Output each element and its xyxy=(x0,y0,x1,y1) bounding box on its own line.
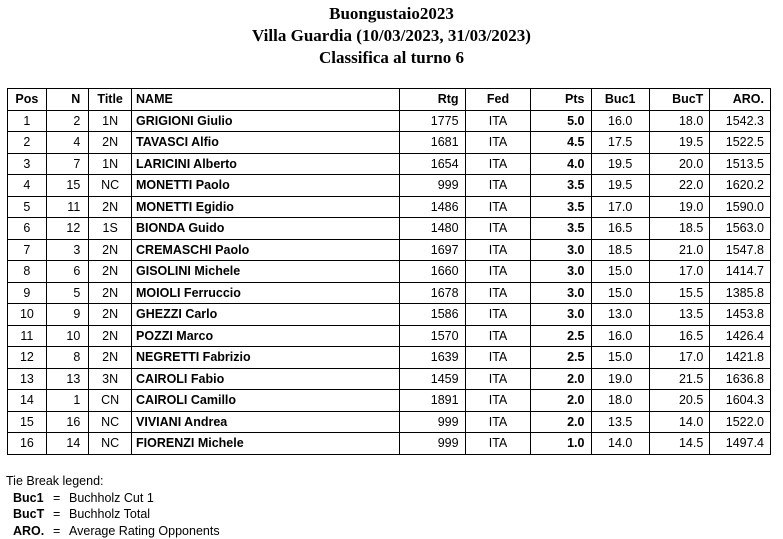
col-name-cell: CAIROLI Camillo xyxy=(132,390,400,412)
col-fed-cell: ITA xyxy=(465,325,531,347)
col-pos-cell: 2 xyxy=(8,132,47,154)
col-rtg-cell: 999 xyxy=(400,175,465,197)
legend-equals: = xyxy=(53,506,69,523)
col-pts-cell: 3.5 xyxy=(531,218,591,240)
col-title-cell: 1N xyxy=(89,110,132,132)
col-rtg-cell: 1486 xyxy=(400,196,465,218)
col-name-cell: BIONDA Guido xyxy=(132,218,400,240)
col-buc1-cell: 17.5 xyxy=(591,132,649,154)
col-aro-cell: 1453.8 xyxy=(710,304,771,326)
col-aro-cell: 1620.2 xyxy=(710,175,771,197)
col-rtg-cell: 1586 xyxy=(400,304,465,326)
col-pts-header: Pts xyxy=(531,89,591,111)
location-dates: Villa Guardia (10/03/2023, 31/03/2023) xyxy=(0,25,783,47)
col-buct-cell: 15.5 xyxy=(649,282,709,304)
col-pts-cell: 3.0 xyxy=(531,239,591,261)
col-name-header: NAME xyxy=(132,89,400,111)
col-rtg-cell: 1570 xyxy=(400,325,465,347)
standings-table xyxy=(7,88,771,455)
table-row xyxy=(8,368,771,390)
col-aro-cell: 1547.8 xyxy=(710,239,771,261)
col-title-cell: NC xyxy=(89,433,132,455)
legend-description: Buchholz Total xyxy=(69,507,150,521)
col-buc1-cell: 13.5 xyxy=(591,411,649,433)
legend-equals: = xyxy=(53,523,69,539)
col-aro-cell: 1604.3 xyxy=(710,390,771,412)
col-buct-cell: 16.5 xyxy=(649,325,709,347)
legend-key: Buc1 xyxy=(13,490,53,507)
col-name-cell: GISOLINI Michele xyxy=(132,261,400,283)
col-fed-cell: ITA xyxy=(465,304,531,326)
col-buct-cell: 17.0 xyxy=(649,347,709,369)
table-row xyxy=(8,218,771,240)
col-pts-cell: 4.5 xyxy=(531,132,591,154)
col-name-cell: FIORENZI Michele xyxy=(132,433,400,455)
tie-break-legend xyxy=(6,473,220,539)
col-aro-cell: 1563.0 xyxy=(710,218,771,240)
col-aro-cell: 1426.4 xyxy=(710,325,771,347)
col-name-cell: MOIOLI Ferruccio xyxy=(132,282,400,304)
col-n-cell: 2 xyxy=(46,110,89,132)
col-rtg-cell: 1681 xyxy=(400,132,465,154)
col-pts-cell: 1.0 xyxy=(531,433,591,455)
col-n-cell: 10 xyxy=(46,325,89,347)
col-fed-cell: ITA xyxy=(465,433,531,455)
col-pos-cell: 7 xyxy=(8,239,47,261)
legend-item xyxy=(6,490,220,507)
col-n-header: N xyxy=(46,89,89,111)
col-fed-cell: ITA xyxy=(465,196,531,218)
col-title-cell: NC xyxy=(89,175,132,197)
col-fed-cell: ITA xyxy=(465,282,531,304)
table-row xyxy=(8,325,771,347)
col-name-cell: MONETTI Paolo xyxy=(132,175,400,197)
table-row xyxy=(8,433,771,455)
col-name-cell: NEGRETTI Fabrizio xyxy=(132,347,400,369)
col-aro-cell: 1513.5 xyxy=(710,153,771,175)
col-aro-cell: 1497.4 xyxy=(710,433,771,455)
table-row xyxy=(8,153,771,175)
col-pts-cell: 3.5 xyxy=(531,196,591,218)
col-pts-cell: 2.5 xyxy=(531,347,591,369)
table-body xyxy=(8,110,771,454)
table-row xyxy=(8,196,771,218)
col-pos-cell: 16 xyxy=(8,433,47,455)
col-pos-cell: 6 xyxy=(8,218,47,240)
col-title-cell: 2N xyxy=(89,304,132,326)
col-pts-cell: 3.0 xyxy=(531,261,591,283)
col-title-cell: 1S xyxy=(89,218,132,240)
col-rtg-cell: 1639 xyxy=(400,347,465,369)
legend-description: Buchholz Cut 1 xyxy=(69,491,154,505)
table-row xyxy=(8,175,771,197)
col-buc1-cell: 19.5 xyxy=(591,153,649,175)
col-fed-cell: ITA xyxy=(465,368,531,390)
col-buc1-cell: 19.5 xyxy=(591,175,649,197)
col-fed-cell: ITA xyxy=(465,411,531,433)
col-n-cell: 5 xyxy=(46,282,89,304)
col-buct-cell: 22.0 xyxy=(649,175,709,197)
col-title-cell: 2N xyxy=(89,347,132,369)
col-pos-cell: 1 xyxy=(8,110,47,132)
col-n-cell: 15 xyxy=(46,175,89,197)
col-buct-cell: 13.5 xyxy=(649,304,709,326)
col-n-cell: 1 xyxy=(46,390,89,412)
col-name-cell: MONETTI Egidio xyxy=(132,196,400,218)
col-buc1-cell: 16.5 xyxy=(591,218,649,240)
col-fed-cell: ITA xyxy=(465,390,531,412)
col-name-cell: TAVASCI Alfio xyxy=(132,132,400,154)
col-pts-cell: 2.0 xyxy=(531,411,591,433)
col-fed-cell: ITA xyxy=(465,153,531,175)
col-pts-cell: 3.5 xyxy=(531,175,591,197)
col-buct-cell: 18.5 xyxy=(649,218,709,240)
col-n-cell: 16 xyxy=(46,411,89,433)
col-buct-cell: 18.0 xyxy=(649,110,709,132)
standings-subtitle: Classifica al turno 6 xyxy=(0,47,783,69)
col-buct-header: BucT xyxy=(649,89,709,111)
col-fed-cell: ITA xyxy=(465,347,531,369)
col-aro-cell: 1590.0 xyxy=(710,196,771,218)
col-pts-cell: 3.0 xyxy=(531,282,591,304)
col-buct-cell: 21.0 xyxy=(649,239,709,261)
col-rtg-cell: 1775 xyxy=(400,110,465,132)
legend-title: Tie Break legend: xyxy=(6,473,220,490)
col-aro-cell: 1542.3 xyxy=(710,110,771,132)
col-aro-cell: 1522.5 xyxy=(710,132,771,154)
col-fed-cell: ITA xyxy=(465,261,531,283)
col-buct-cell: 20.0 xyxy=(649,153,709,175)
col-pos-cell: 5 xyxy=(8,196,47,218)
col-pts-cell: 2.0 xyxy=(531,390,591,412)
col-n-cell: 4 xyxy=(46,132,89,154)
col-n-cell: 3 xyxy=(46,239,89,261)
col-aro-header: ARO. xyxy=(710,89,771,111)
col-pts-cell: 4.0 xyxy=(531,153,591,175)
col-title-cell: 2N xyxy=(89,132,132,154)
col-pts-cell: 2.5 xyxy=(531,325,591,347)
tournament-title: Buongustaio2023 xyxy=(0,3,783,25)
legend-key: BucT xyxy=(13,506,53,523)
col-buct-cell: 19.5 xyxy=(649,132,709,154)
table-row xyxy=(8,411,771,433)
col-pos-cell: 8 xyxy=(8,261,47,283)
col-aro-cell: 1522.0 xyxy=(710,411,771,433)
col-rtg-cell: 999 xyxy=(400,433,465,455)
col-buc1-cell: 14.0 xyxy=(591,433,649,455)
table-row xyxy=(8,239,771,261)
col-buct-cell: 21.5 xyxy=(649,368,709,390)
col-n-cell: 14 xyxy=(46,433,89,455)
col-pts-cell: 2.0 xyxy=(531,368,591,390)
col-aro-cell: 1414.7 xyxy=(710,261,771,283)
col-buc1-cell: 15.0 xyxy=(591,261,649,283)
table-row xyxy=(8,390,771,412)
col-buc1-cell: 17.0 xyxy=(591,196,649,218)
col-rtg-cell: 1697 xyxy=(400,239,465,261)
col-pos-cell: 14 xyxy=(8,390,47,412)
col-rtg-cell: 1660 xyxy=(400,261,465,283)
col-buc1-cell: 13.0 xyxy=(591,304,649,326)
col-pos-cell: 12 xyxy=(8,347,47,369)
col-rtg-cell: 1654 xyxy=(400,153,465,175)
col-title-cell: 2N xyxy=(89,196,132,218)
col-buc1-cell: 16.0 xyxy=(591,110,649,132)
col-buc1-cell: 19.0 xyxy=(591,368,649,390)
col-buct-cell: 14.0 xyxy=(649,411,709,433)
col-pos-cell: 9 xyxy=(8,282,47,304)
col-buct-cell: 20.5 xyxy=(649,390,709,412)
col-n-cell: 8 xyxy=(46,347,89,369)
col-aro-cell: 1421.8 xyxy=(710,347,771,369)
col-buc1-cell: 15.0 xyxy=(591,282,649,304)
col-title-cell: 3N xyxy=(89,368,132,390)
col-pos-cell: 15 xyxy=(8,411,47,433)
col-pos-cell: 3 xyxy=(8,153,47,175)
col-n-cell: 6 xyxy=(46,261,89,283)
col-name-cell: LARICINI Alberto xyxy=(132,153,400,175)
col-name-cell: GRIGIONI Giulio xyxy=(132,110,400,132)
col-buc1-cell: 15.0 xyxy=(591,347,649,369)
col-title-cell: CN xyxy=(89,390,132,412)
col-n-cell: 12 xyxy=(46,218,89,240)
col-title-cell: 2N xyxy=(89,239,132,261)
col-buc1-cell: 18.5 xyxy=(591,239,649,261)
col-name-cell: GHEZZI Carlo xyxy=(132,304,400,326)
col-rtg-cell: 1459 xyxy=(400,368,465,390)
col-title-cell: 2N xyxy=(89,282,132,304)
col-name-cell: CAIROLI Fabio xyxy=(132,368,400,390)
table-header-row xyxy=(8,89,771,111)
col-buc1-cell: 16.0 xyxy=(591,325,649,347)
col-fed-header: Fed xyxy=(465,89,531,111)
col-title-cell: NC xyxy=(89,411,132,433)
col-rtg-cell: 999 xyxy=(400,411,465,433)
table-row xyxy=(8,132,771,154)
col-buct-cell: 14.5 xyxy=(649,433,709,455)
col-n-cell: 11 xyxy=(46,196,89,218)
col-aro-cell: 1385.8 xyxy=(710,282,771,304)
table-row xyxy=(8,282,771,304)
legend-equals: = xyxy=(53,490,69,507)
col-n-cell: 9 xyxy=(46,304,89,326)
col-title-header: Title xyxy=(89,89,132,111)
col-pos-cell: 4 xyxy=(8,175,47,197)
col-fed-cell: ITA xyxy=(465,110,531,132)
col-pos-header: Pos xyxy=(8,89,47,111)
col-title-cell: 2N xyxy=(89,325,132,347)
col-n-cell: 7 xyxy=(46,153,89,175)
col-pos-cell: 11 xyxy=(8,325,47,347)
table-row xyxy=(8,347,771,369)
legend-item xyxy=(6,506,220,523)
col-fed-cell: ITA xyxy=(465,218,531,240)
col-buc1-header: Buc1 xyxy=(591,89,649,111)
col-rtg-header: Rtg xyxy=(400,89,465,111)
col-rtg-cell: 1678 xyxy=(400,282,465,304)
col-title-cell: 2N xyxy=(89,261,132,283)
legend-description: Average Rating Opponents xyxy=(69,524,220,538)
col-fed-cell: ITA xyxy=(465,175,531,197)
table-row xyxy=(8,110,771,132)
col-name-cell: POZZI Marco xyxy=(132,325,400,347)
col-pos-cell: 13 xyxy=(8,368,47,390)
col-buc1-cell: 18.0 xyxy=(591,390,649,412)
col-rtg-cell: 1480 xyxy=(400,218,465,240)
col-buct-cell: 19.0 xyxy=(649,196,709,218)
table-row xyxy=(8,261,771,283)
col-pts-cell: 5.0 xyxy=(531,110,591,132)
col-fed-cell: ITA xyxy=(465,132,531,154)
col-n-cell: 13 xyxy=(46,368,89,390)
col-buct-cell: 17.0 xyxy=(649,261,709,283)
legend-key: ARO. xyxy=(13,523,53,539)
col-pos-cell: 10 xyxy=(8,304,47,326)
col-title-cell: 1N xyxy=(89,153,132,175)
legend-item xyxy=(6,523,220,539)
col-fed-cell: ITA xyxy=(465,239,531,261)
col-pts-cell: 3.0 xyxy=(531,304,591,326)
table-row xyxy=(8,304,771,326)
col-rtg-cell: 1891 xyxy=(400,390,465,412)
col-aro-cell: 1636.8 xyxy=(710,368,771,390)
col-name-cell: VIVIANI Andrea xyxy=(132,411,400,433)
col-name-cell: CREMASCHI Paolo xyxy=(132,239,400,261)
